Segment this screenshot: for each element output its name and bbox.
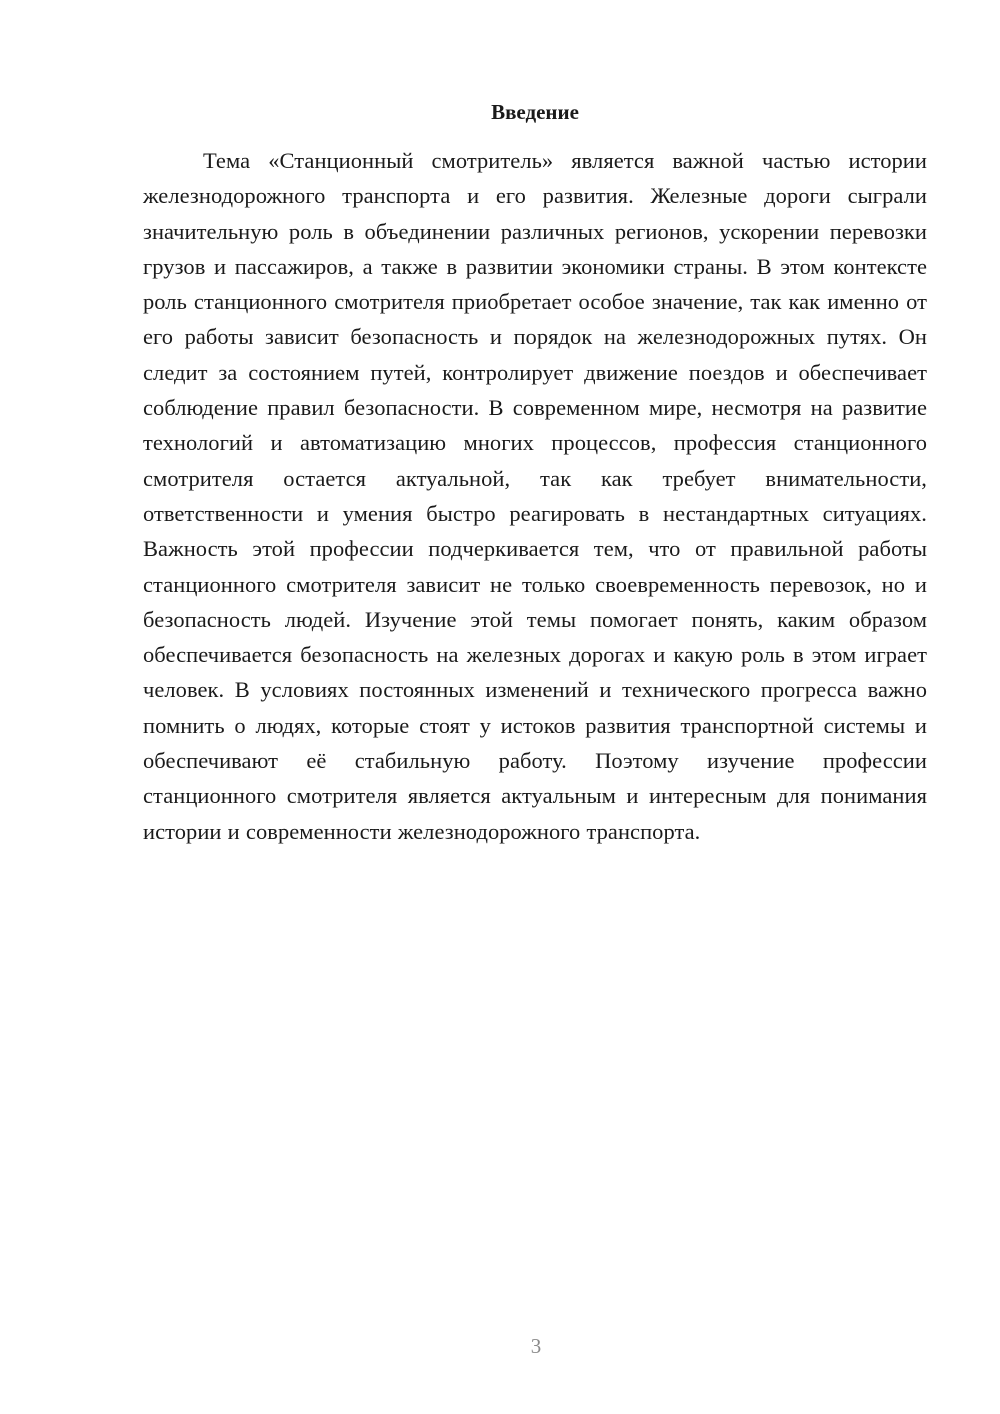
body-paragraph: Тема «Станционный смотритель» является важной частью истории железнодорожного транспорта и его развития. Железные дороги сыграли значительную роль в объединении различных регионов, ускорении перевозки грузов и пассажиров, а также в развитии экономики страны. В этом контексте роль станционного смотрителя приобретает особое значение, так как именно от его работы зависит безопасность и порядок на железнодорожных путях. Он следит за состоянием путей, контролирует движение поездов и обеспечивает соблюдение правил безопасности. В современном мире, несмотря на развитие технологий и автоматизацию многих процессов, профессия станционного смотрителя остается актуальной, так как требует внимательности, ответственности и умения быстро реагировать в нестандартных ситуациях. Важность этой профессии подчеркивается тем, что от правильной работы станционного смотрителя зависит не только своевременность перевозок, но и безопасность людей. Изучение этой темы помогает понять, каким образом обеспечивается безопасность на железных дорогах и какую роль в этом играет человек. В условиях постоянных изменений и технического прогресса важно помнить о людях, которые стоят у истоков развития транспортной системы и обеспечивают её стабильную работу. Поэтому изучение профессии станционного смотрителя является актуальным и интересным для понимания истории и современности железнодорожного транспорта.	[143, 148, 927, 844]
section-heading: Введение	[491, 100, 579, 124]
page-number: 3	[530, 1334, 542, 1358]
